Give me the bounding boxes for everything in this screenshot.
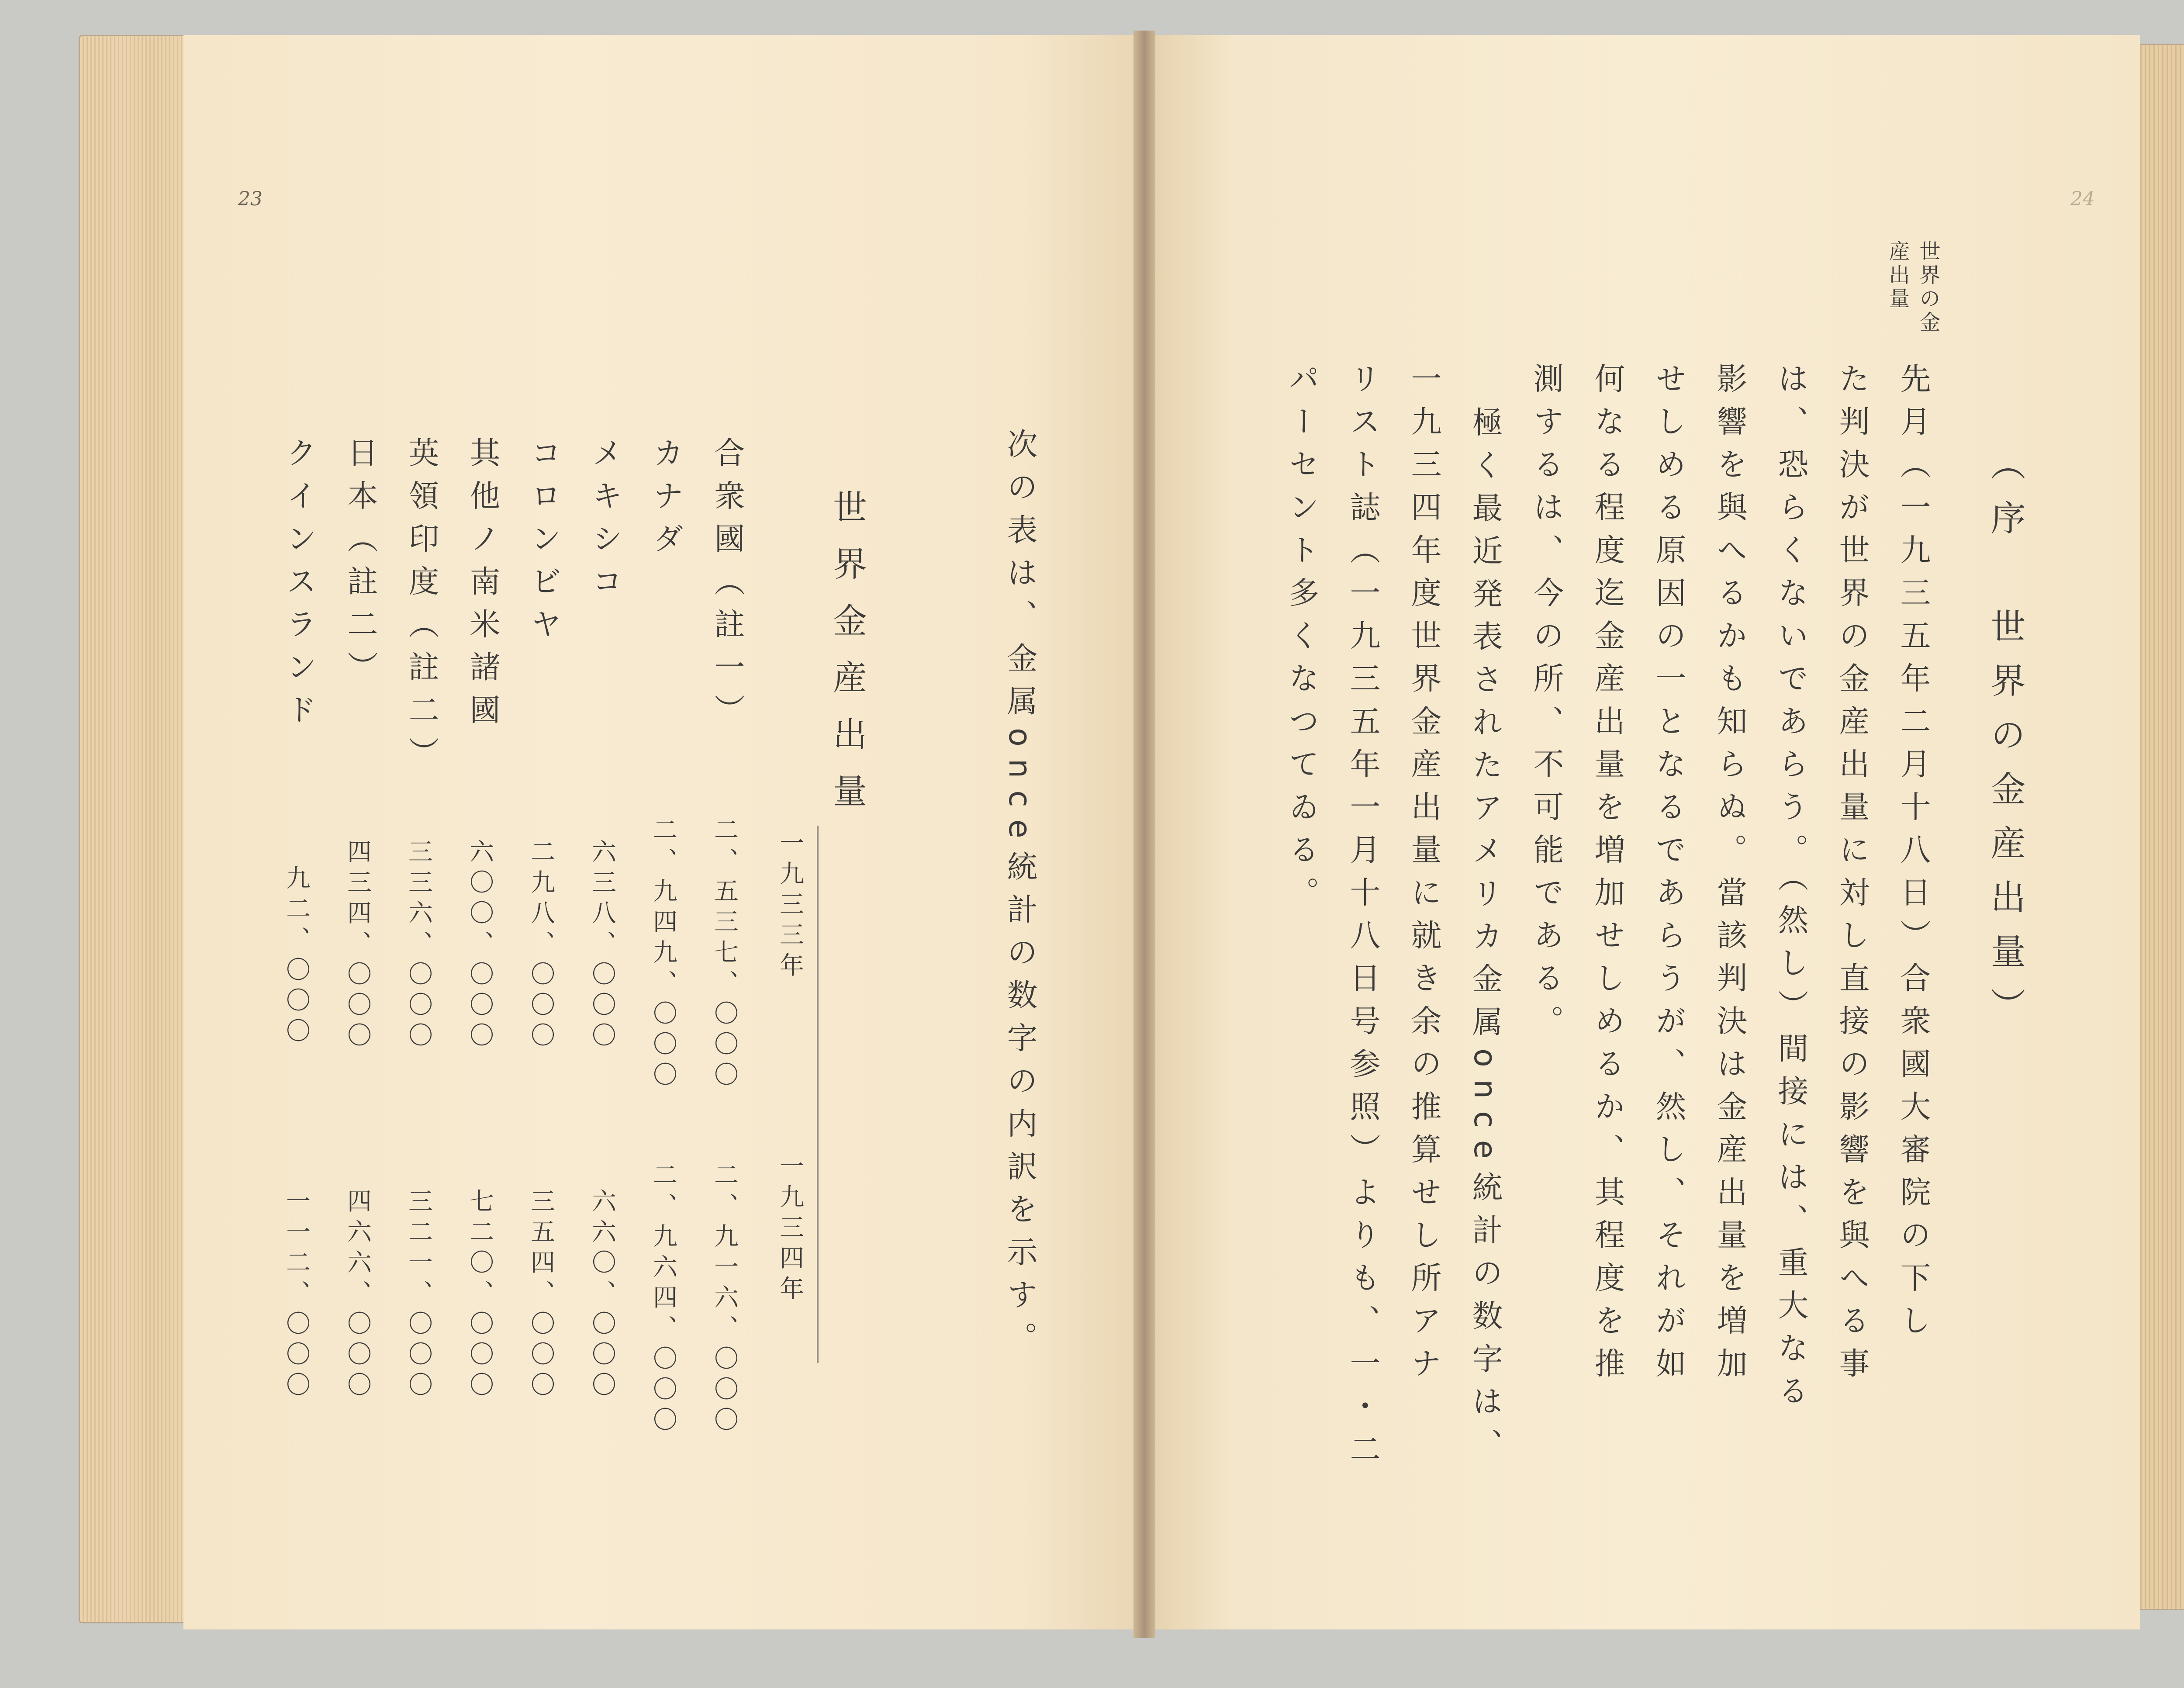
- body-line: 極く最近発表されたアメリカ金属once統計の数字は、: [1467, 406, 1503, 1471]
- column-header-1933: 一九三三年: [776, 830, 804, 983]
- table-row-1933: 二、九四九、〇〇〇: [649, 817, 677, 1092]
- table-row-country: メキシコ: [587, 437, 623, 608]
- section-heading: （序 世界の金産出量）: [1985, 446, 2025, 1041]
- body-line: せしめる原因の一となるであらうが、然し、それが如: [1651, 363, 1686, 1390]
- table-row-country: カナダ: [648, 437, 684, 565]
- table-row-country: 日本（註二）: [342, 437, 378, 694]
- column-header-1934: 一九三四年: [776, 1153, 804, 1306]
- body-line: 測するは、今の所、不可能である。: [1528, 363, 1564, 1048]
- margin-note-1: 世界の金: [1916, 240, 1940, 335]
- table-row-1934: 二、九六四、〇〇〇: [649, 1162, 677, 1437]
- table-row-country: コロンビヤ: [526, 437, 562, 651]
- body-line: 先月（一九三五年二月十八日）合衆國大審院の下し: [1895, 363, 1931, 1347]
- table-row-1933: 二、五三七、〇〇〇: [710, 817, 739, 1092]
- table-row-1933: 六〇〇、〇〇〇: [466, 839, 494, 1053]
- body-line: た判決が世界の金産出量に対し直接の影響を與へる事: [1834, 363, 1870, 1390]
- table-row-1933: 二九八、〇〇〇: [527, 839, 555, 1053]
- table-row-1934: 三五四、〇〇〇: [527, 1188, 555, 1402]
- body-line: リスト誌（一九三五年一月十八日号参照）よりも、一・二: [1345, 363, 1381, 1476]
- table-intro: 次の表は、金属once統計の数字の内訳を示す。: [1002, 428, 1038, 1364]
- body-line: 何なる程度迄金産出量を増加せしめるか、其程度を推: [1590, 363, 1625, 1390]
- table-row-1934: 三二一、〇〇〇: [404, 1188, 433, 1402]
- table-row-1934: 二、九一六、〇〇〇: [710, 1162, 739, 1437]
- table-row-1934: 六六〇、〇〇〇: [588, 1188, 616, 1402]
- page-number-left: 23: [238, 188, 263, 210]
- table-row-country: 英領印度（註二）: [404, 437, 439, 779]
- body-line: は、恐らくないであらう。（然し）間接には、重大なる: [1773, 363, 1809, 1418]
- body-line: 一九三四年度世界金産出量に就き余の推算せし所アナ: [1406, 363, 1442, 1390]
- table-row-1933: 四三四、〇〇〇: [343, 839, 372, 1053]
- table-title: 世界金産出量: [827, 489, 867, 830]
- margin-note-2: 産出量: [1885, 240, 1910, 311]
- table-row-1933: 九二、〇〇〇: [282, 865, 311, 1048]
- table-row-country: 其他ノ南米諸國: [465, 437, 501, 737]
- table-row-1934: 四六六、〇〇〇: [343, 1188, 372, 1402]
- header-rule: [817, 826, 819, 1363]
- table-row-country: クインスランド: [281, 437, 317, 737]
- body-line: パーセント多くなつてゐる。: [1284, 363, 1320, 919]
- table-row-1934: 一一二、〇〇〇: [282, 1188, 311, 1402]
- body-line: 影響を與へるかも知らぬ。當該判決は金産出量を増加: [1712, 363, 1748, 1390]
- left-page-edges: [79, 35, 186, 1623]
- table-row-1933: 六三八、〇〇〇: [588, 839, 616, 1053]
- table-row-country: 合衆國（註一）: [709, 437, 745, 737]
- page-number-right: 24: [2070, 188, 2095, 210]
- table-row-1933: 三三六、〇〇〇: [404, 839, 433, 1053]
- book-gutter: [1133, 31, 1155, 1638]
- right-page-edges: [2136, 44, 2184, 1610]
- table-row-1934: 七二〇、〇〇〇: [466, 1188, 494, 1402]
